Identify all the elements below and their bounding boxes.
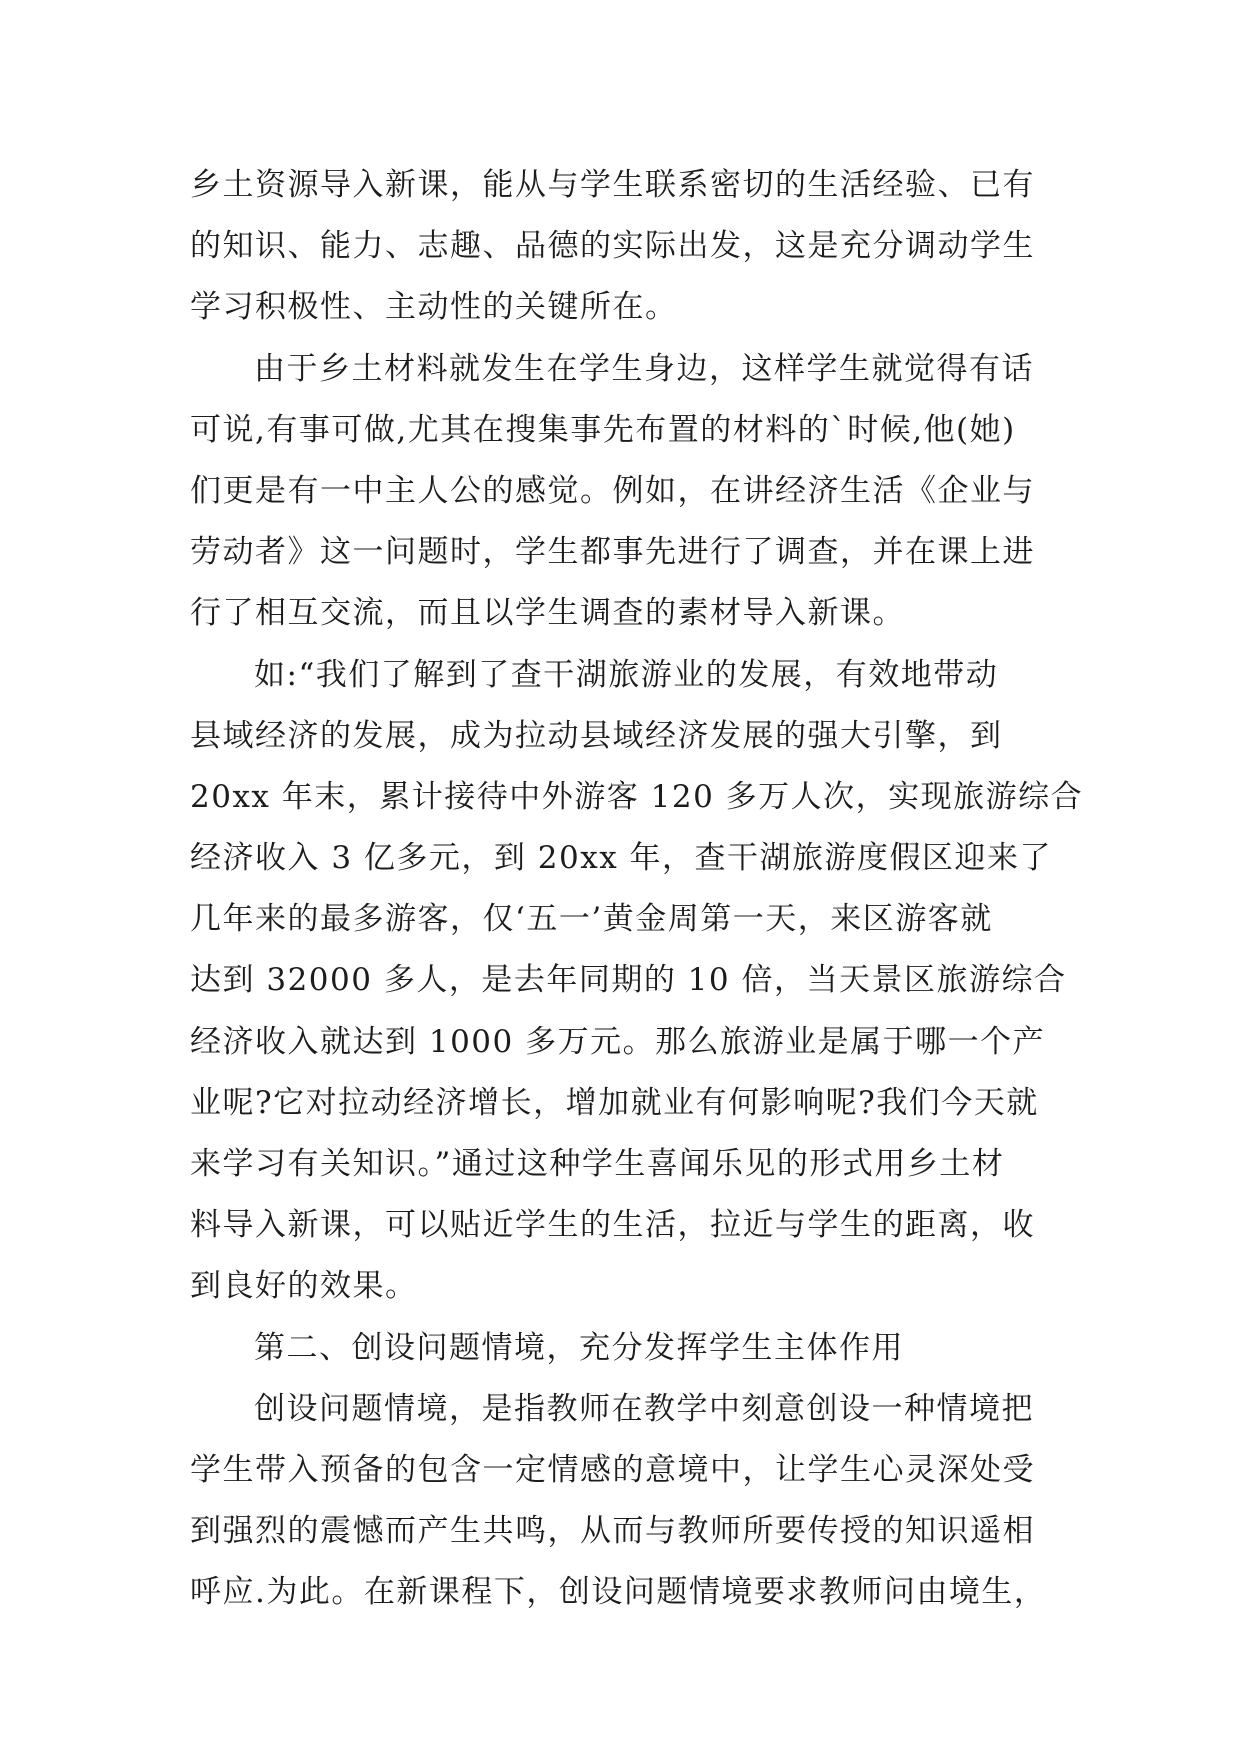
text-line: 们更是有一中主人公的感觉。例如，在讲经济生活《企业与 [190, 472, 1035, 509]
text-line: 料导入新课，可以贴近学生的生活，拉近与学生的距离，收 [190, 1207, 1035, 1244]
text-line: 可说,有事可做,尤其在搜集事先布置的材料的`时候,他(她) [190, 411, 1016, 448]
text-line: 行了相互交流，而且以学生调查的素材导入新课。 [190, 595, 905, 632]
text-line: 到良好的效果。 [190, 1268, 418, 1305]
text-line: 业呢?它对拉动经济增长，增加就业有何影响呢?我们今天就 [190, 1084, 1039, 1121]
text-line: 呼应.为此。在新课程下，创设问题情境要求教师问由境生， [190, 1574, 1047, 1611]
text-line: 20xx 年末，累计接待中外游客 120 多万人次，实现旅游综合 [190, 778, 1084, 815]
text-line: 学习积极性、主动性的关键所在。 [190, 289, 678, 326]
text-line: 乡土资源导入新课，能从与学生联系密切的生活经验、已有 [190, 167, 1035, 203]
text-line: 经济收入就达到 1000 多万元。那么旅游业是属于哪一个产 [190, 1023, 1046, 1060]
text-line: 经济收入 3 亿多元，到 20xx 年，查干湖旅游度假区迎来了 [190, 840, 1053, 877]
document-page [190, 155, 1084, 1624]
text-line: 的知识、能力、志趣、品德的实际出发，这是充分调动学生 [190, 228, 1035, 265]
text-line: 县域经济的发展，成为拉动县域经济发展的强大引擎，到 [190, 717, 1003, 754]
text-line: 来学习有关知识。”通过这种学生喜闻乐见的形式用乡土材 [190, 1146, 1005, 1182]
text-line: 到强烈的震憾而产生共鸣，从而与教师所要传授的知识遥相 [190, 1513, 1035, 1550]
paragraph-first-line: 由于乡土材料就发生在学生身边，这样学生就觉得有话 [254, 350, 1034, 387]
section-heading: 第二、创设问题情境，充分发挥学生主体作用 [254, 1329, 904, 1366]
paragraph-first-line: 如:“我们了解到了查干湖旅游业的发展，有效地带动 [254, 656, 999, 693]
paragraph-first-line: 创设问题情境，是指教师在教学中刻意创设一种情境把 [254, 1390, 1034, 1427]
text-line: 劳动者》这一问题时，学生都事先进行了调查，并在课上进 [190, 534, 1035, 571]
text-line: 学生带入预备的包含一定情感的意境中，让学生心灵深处受 [190, 1451, 1035, 1488]
text-line: 达到 32000 多人，是去年同期的 10 倍，当天景区旅游综合 [190, 962, 1067, 999]
text-line: 几年来的最多游客，仅‘五一’黄金周第一天，来区游客就 [190, 901, 993, 938]
